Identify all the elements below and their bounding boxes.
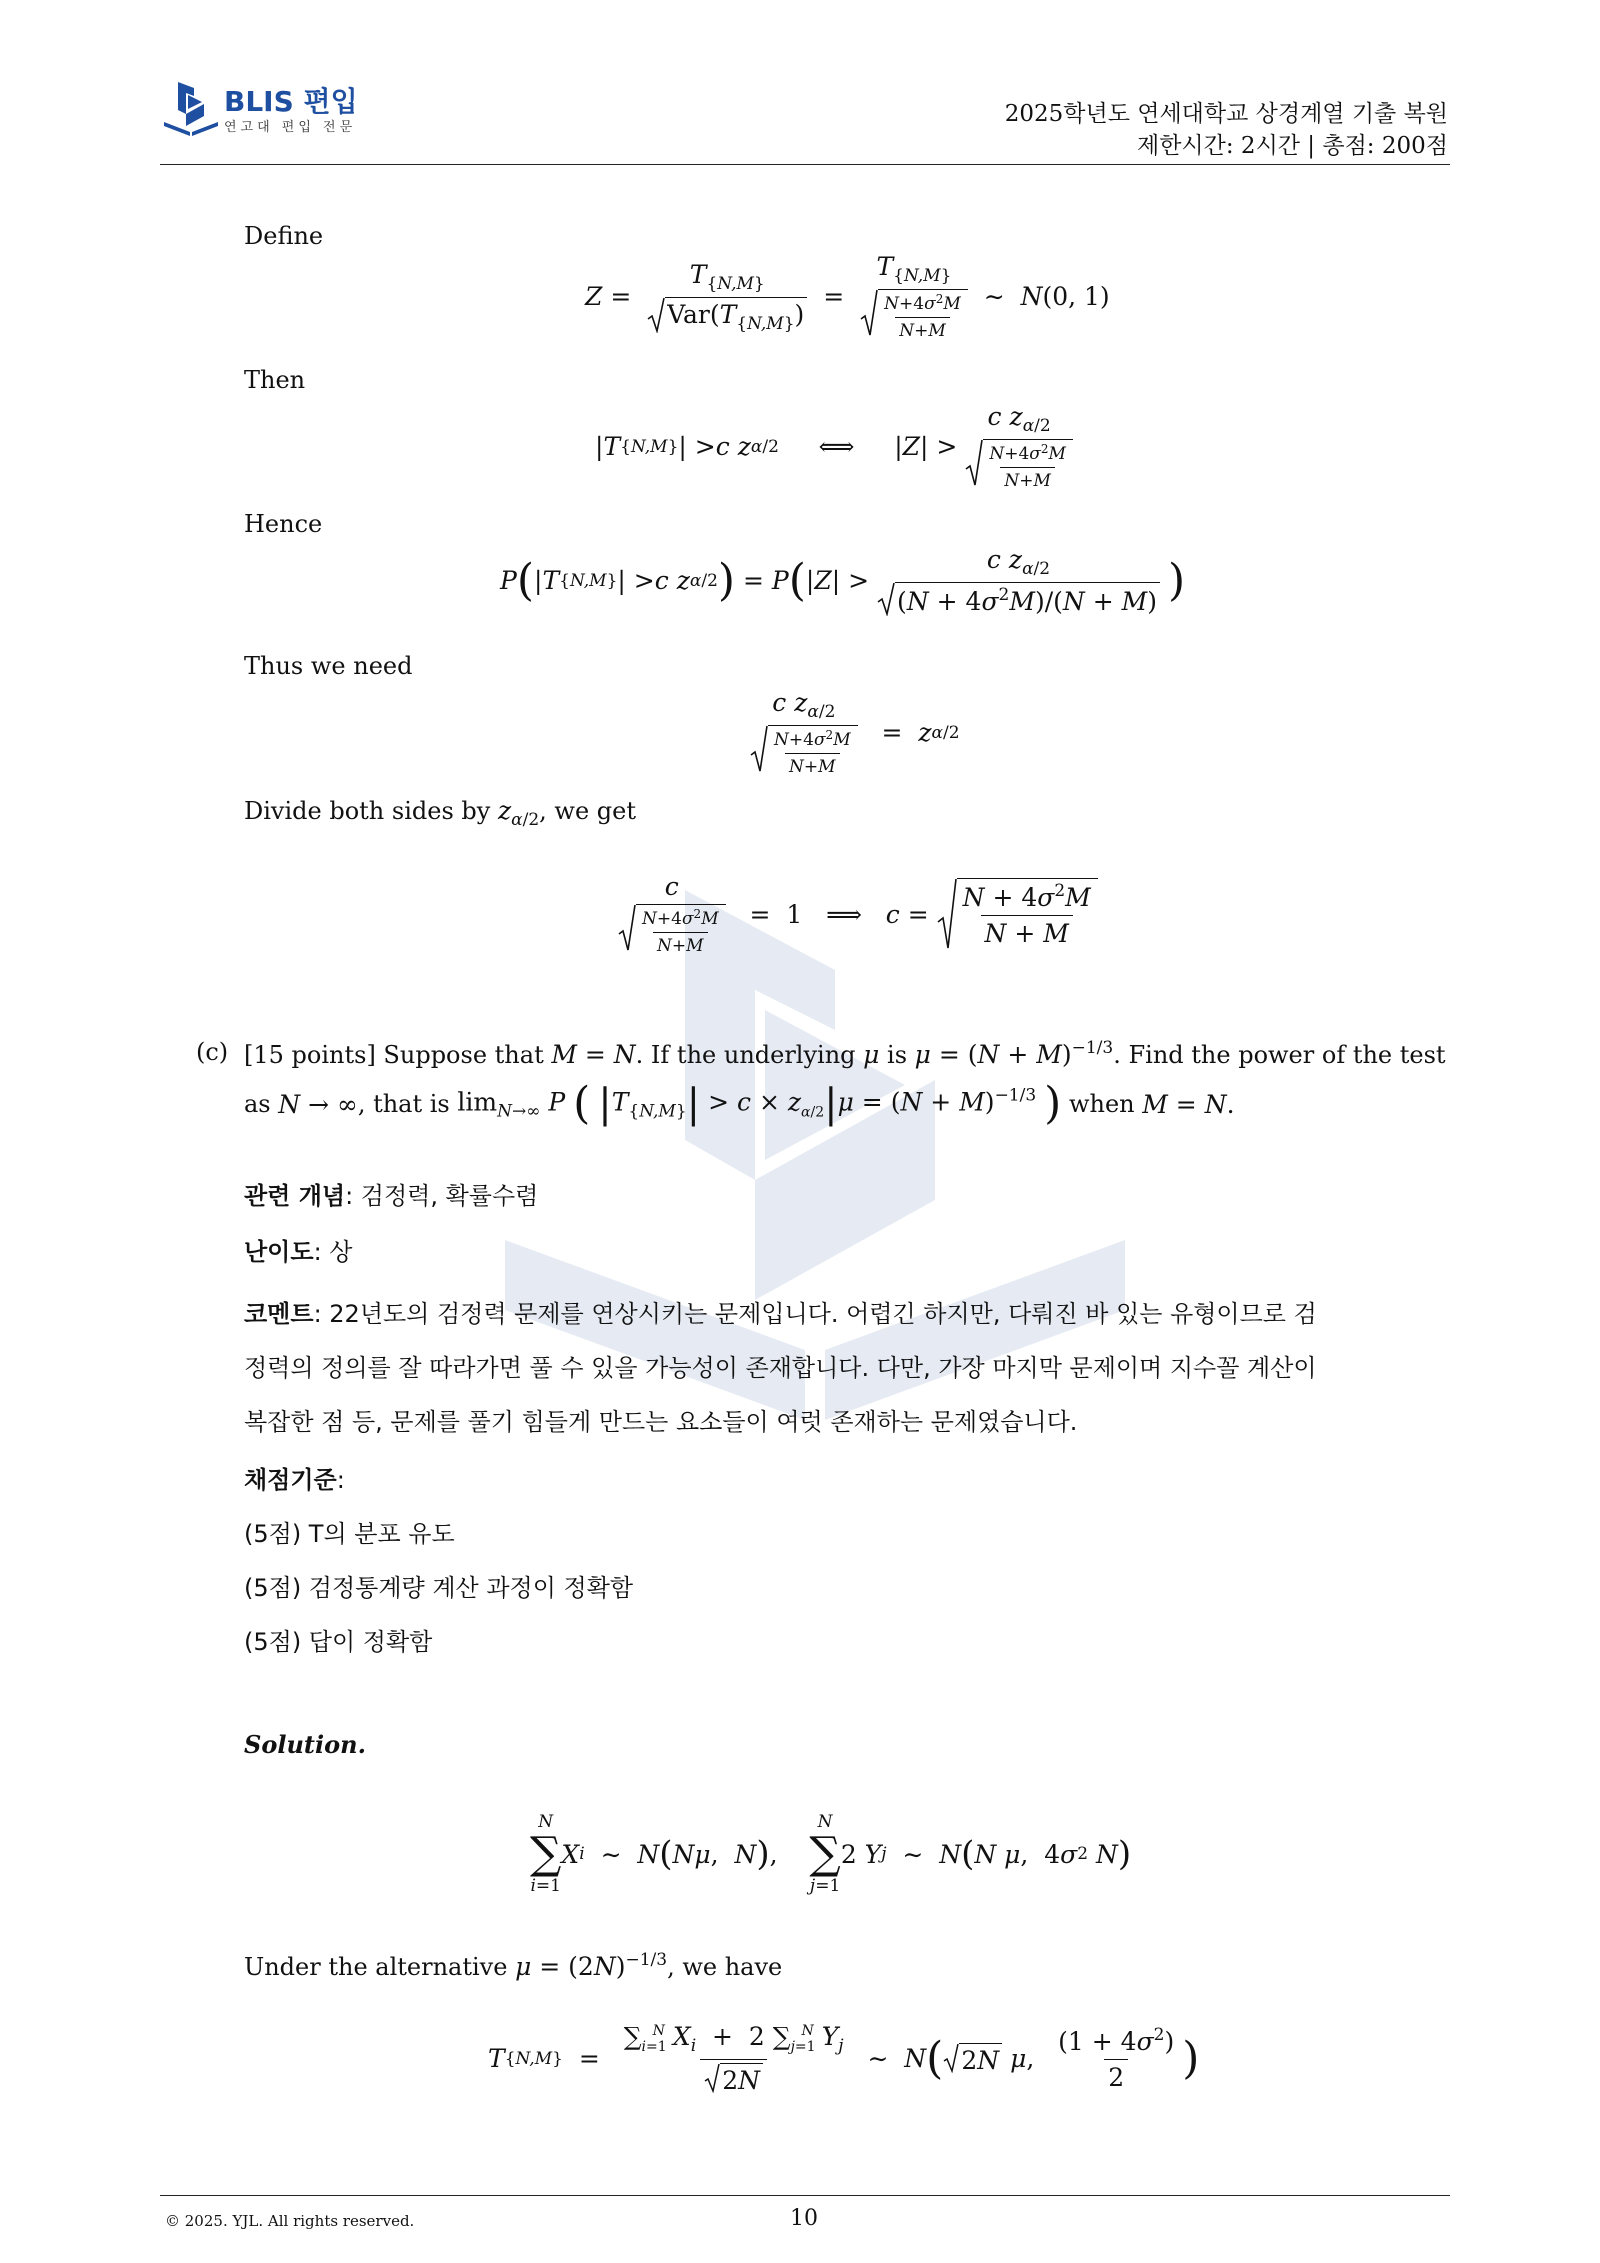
- grading-colon: :: [336, 1466, 345, 1494]
- grading-item: (5점) T의 분포 유도: [244, 1520, 455, 1548]
- comment-line-3: 복잡한 점 등, 문제를 풀기 힘들게 만드는 요소들이 여럿 존재하는 문제였습니다.: [244, 1408, 1078, 1436]
- grading-label: 채점기준: [244, 1466, 337, 1494]
- eq-t-alternative: T {N,M} = $\frac{\sum_{i=1}^N X_i + 2 \sum_{j=1}^N Y_j}{2N}$ ∼ N ( 2N μ , $\frac{(1 + 4\sigma^2)}{2}$ ): [488, 2022, 1200, 2095]
- difficulty-label: 난이도: [244, 1238, 314, 1266]
- part-c-text-1c: is: [879, 1041, 915, 1069]
- part-c-text-1d: . Find the power of the test: [1113, 1041, 1446, 1069]
- concept-value: : 검정력, 확률수렴: [345, 1182, 539, 1210]
- difficulty-value: : 상: [313, 1238, 353, 1266]
- comment-label: 코멘트: [244, 1300, 314, 1328]
- eq-sums: N ∑ i=1 X i ∼ N ( Nμ , N ) , N ∑ j=1 2 Y j ∼ N ( N μ , 4 σ 2 N ): [530, 1812, 1132, 1896]
- footer-copyright: © 2025. YJL. All rights reserved.: [165, 2212, 415, 2230]
- page-number: 10: [790, 2206, 818, 2231]
- text-under: Under the alternative $\mu = (2N)^{-1/3}$, we have: [244, 1950, 783, 1981]
- brand-tagline: 연고대 편입 전문: [224, 120, 357, 135]
- part-c-line2: as N → ∞ , that is $\lim_{N\to\infty} P$ ( $|T_{\{N,M\}}| > c \times z_{\alpha/2}|\mu = (N + M)^{-1/3}$ ) when M = N.: [244, 1078, 1235, 1129]
- footer-rule: [160, 2195, 1450, 2196]
- comment-text-1: : 22년도의 검정력 문제를 연상시키는 문제입니다. 어렵긴 하지만, 다뤄진 바 있는 유형이므로 검: [313, 1300, 1317, 1328]
- part-c-text-1b: . If the underlying: [635, 1041, 864, 1069]
- part-c-line1: [15 points] Suppose that M = N. If the underlying μ is $\mu = (N + M)^{-1/3}$. Find the power of the test: [244, 1038, 1446, 1069]
- eq-equivalence: | T {N,M} | > c z α/2 ⟺ | Z | > c $z_{\alpha/2}$ $\frac{N+4\sigma^2M}{N+M}$: [595, 402, 1081, 491]
- text-define: Define: [244, 222, 324, 250]
- grading-item: (5점) 답이 정확함: [244, 1628, 433, 1656]
- comment-line-1: [244, 1294, 1317, 1329]
- concept-line: [244, 1176, 538, 1211]
- text-then: Then: [244, 366, 306, 394]
- text-under-a: Under the alternative: [244, 1953, 516, 1981]
- part-c-label: (c): [196, 1038, 229, 1066]
- header-rule: [160, 164, 1450, 165]
- eq-need: c $z_{\alpha/2}$ $\frac{N+4\sigma^2M}{N+M}$ = z α/2: [742, 688, 960, 777]
- header-logo: [160, 78, 400, 138]
- grading-line: [244, 1460, 345, 1495]
- eq-probability: P ( | T {N,M} | > c z α/2 ) = P ( | Z | > c $z_{\alpha/2}$ $(N + 4\sigma^2M)/(N + M)$ ): [500, 545, 1186, 616]
- text-divide: Divide both sides by $z_{\alpha/2}$, we get: [244, 796, 636, 830]
- solution-heading: Solution.: [244, 1730, 366, 1759]
- text-divide-a: Divide both sides by: [244, 797, 498, 825]
- blis-logo-icon: [160, 78, 220, 138]
- eq-z-definition: Z = $T_{\{N,M\}}$ $Var(T_{\{N,M\}})$ = $T_{\{N,M\}}$ $\frac{N+4\sigma^2M}{N+M}$ ∼ N (0, 1): [585, 252, 1110, 341]
- part-c-text-1a: [15 points] Suppose that: [244, 1041, 552, 1069]
- header-title: 2025학년도 연세대학교 상경계열 기출 복원: [1004, 101, 1448, 127]
- grading-item: (5점) 검정통계량 계산 과정이 정확함: [244, 1574, 634, 1602]
- text-hence: Hence: [244, 510, 323, 538]
- header-subtitle: 제한시간: 2시간 | 총점: 200점: [1137, 133, 1448, 159]
- text-under-b: , we have: [667, 1953, 783, 1981]
- eq-c-result: c $\frac{N+4\sigma^2M}{N+M}$ = 1 ⟹ c = $\frac{N + 4\sigma^2M}{N + M}$: [610, 872, 1098, 956]
- comment-line-2: 정력의 정의를 잘 따라가면 풀 수 있을 가능성이 존재합니다. 다만, 가장 마지막 문제이며 지수꼴 계산이: [244, 1354, 1317, 1382]
- part-c-text-2c: when: [1068, 1090, 1135, 1118]
- part-c-text-2a: as: [244, 1090, 271, 1118]
- brand-name: BLIS 편입: [224, 85, 358, 118]
- text-divide-b: , we get: [539, 797, 636, 825]
- text-thus: Thus we need: [244, 652, 413, 680]
- concept-label: 관련 개념: [244, 1182, 346, 1210]
- difficulty-line: [244, 1232, 352, 1267]
- part-c-text-2b: , that is: [357, 1090, 450, 1118]
